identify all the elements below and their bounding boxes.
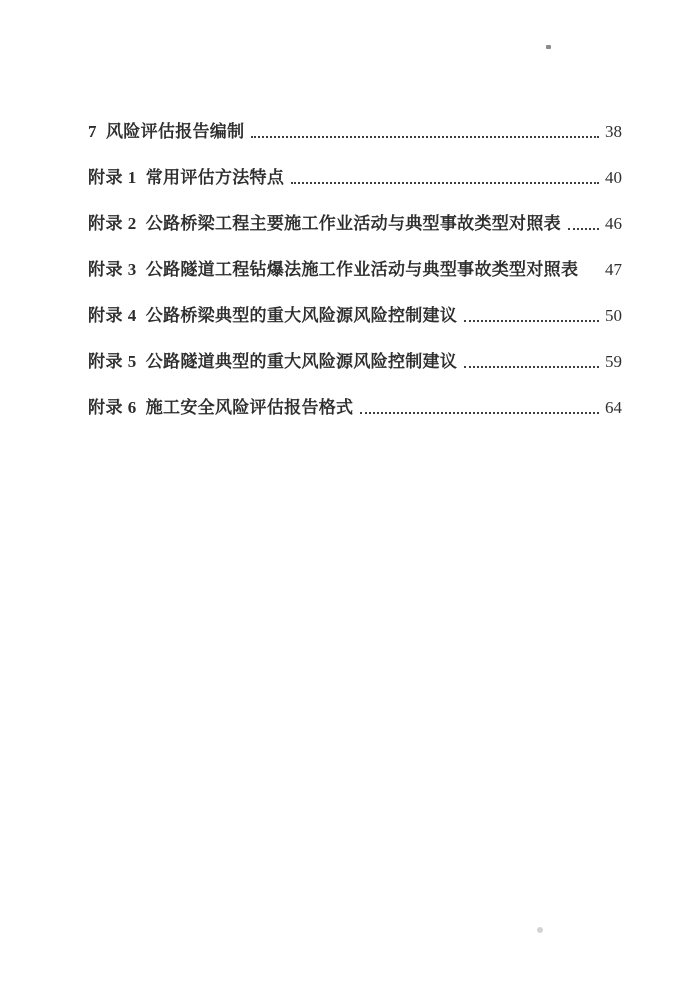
toc-entry xyxy=(88,143,622,189)
toc-entry xyxy=(88,373,622,419)
toc-leader-dots xyxy=(251,136,599,138)
toc-entry-title: 公路隧道工程钻爆法施工作业活动与典型事故类型对照表 xyxy=(145,260,579,280)
toc-entry xyxy=(88,97,622,143)
scan-artifact-dot xyxy=(546,45,551,49)
toc-entry-number: 附录 2 xyxy=(88,214,137,234)
toc-page-number: 59 xyxy=(605,352,622,372)
toc-leader-dots xyxy=(464,320,599,322)
toc-entry-title: 常用评估方法特点 xyxy=(145,168,285,188)
toc-entry-number: 附录 6 xyxy=(88,398,137,418)
toc-leader-dots xyxy=(568,228,599,230)
toc-entry-title: 公路隧道典型的重大风险源风险控制建议 xyxy=(145,352,458,372)
toc-page-number: 40 xyxy=(605,168,622,188)
toc-page-number: 50 xyxy=(605,306,622,326)
table-of-contents xyxy=(88,97,622,419)
toc-entry-number: 7 xyxy=(88,122,97,142)
toc-entry-number: 附录 3 xyxy=(88,260,137,280)
toc-entry xyxy=(88,327,622,373)
toc-leader-dots xyxy=(291,182,599,184)
toc-entry-title: 风险评估报告编制 xyxy=(106,122,245,142)
toc-entry xyxy=(88,281,622,327)
toc-leader-dots xyxy=(464,366,599,368)
toc-page-number: 38 xyxy=(605,122,622,142)
scan-artifact-dot xyxy=(537,927,543,933)
toc-page-number: 47 xyxy=(605,260,622,280)
toc-entry-title: 公路桥梁工程主要施工作业活动与典型事故类型对照表 xyxy=(145,214,561,234)
toc-entry-title: 施工安全风险评估报告格式 xyxy=(145,398,354,418)
toc-page-number: 46 xyxy=(605,214,622,234)
toc-entry xyxy=(88,235,622,281)
toc-entry-number: 附录 4 xyxy=(88,306,137,326)
toc-entry-number: 附录 5 xyxy=(88,352,137,372)
toc-leader-dots xyxy=(360,412,599,414)
toc-entry xyxy=(88,189,622,235)
toc-entry-title: 公路桥梁典型的重大风险源风险控制建议 xyxy=(145,306,458,326)
toc-page-number: 64 xyxy=(605,398,622,418)
toc-entry-number: 附录 1 xyxy=(88,168,137,188)
